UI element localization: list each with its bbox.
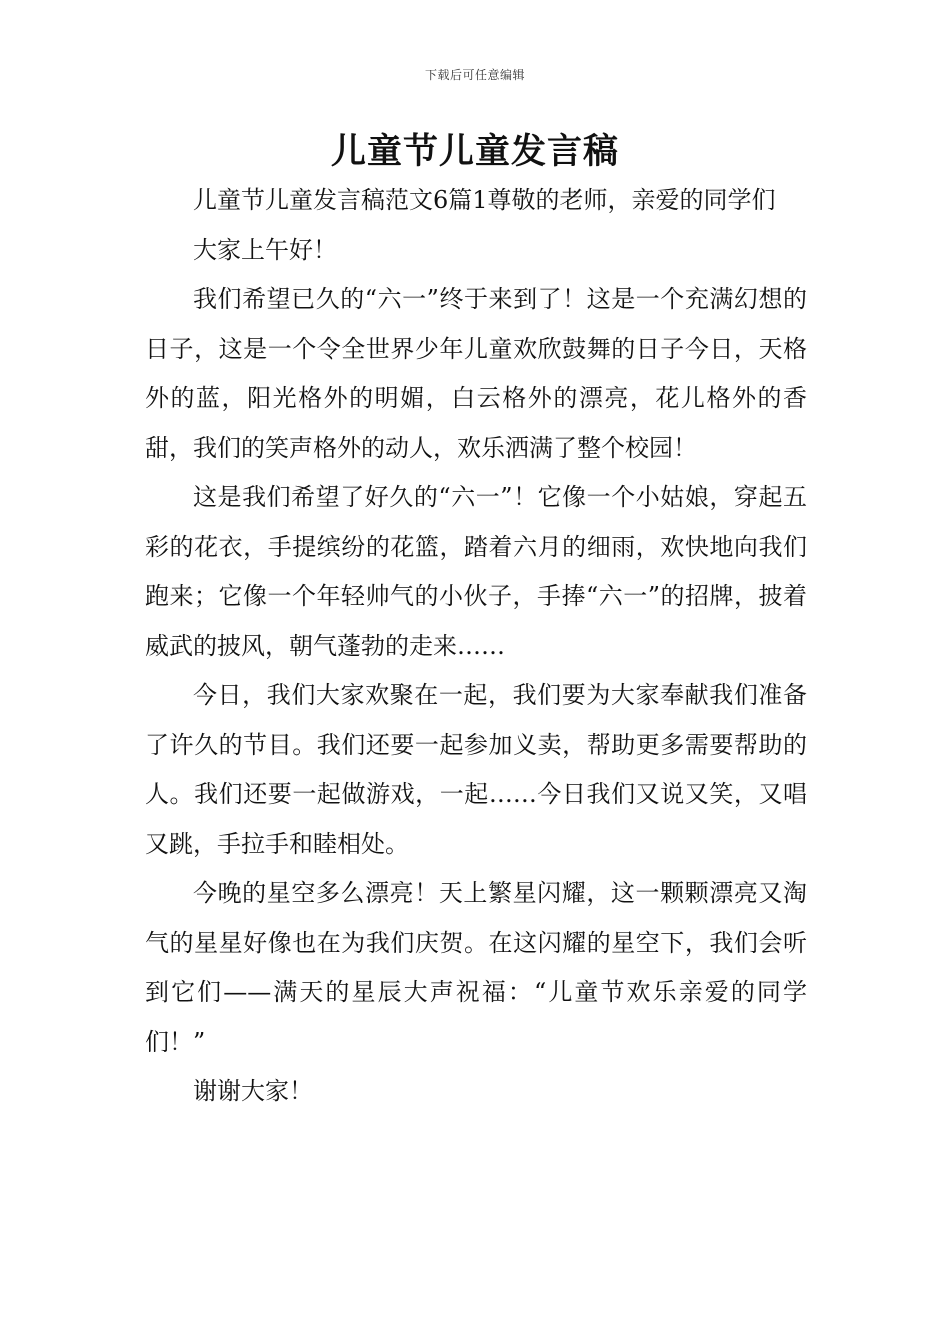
paragraph: 谢谢大家！ [193,1077,313,1105]
header-note: 下载后可任意编辑 [424,68,525,82]
paragraph: 儿童节儿童发言稿范文6篇1尊敬的老师，亲爱的同学们 [193,186,776,214]
paragraph: 今日，我们大家欢聚在一起，我们要为大家奉献我们准备了许久的节目。我们还要一起参加义卖，帮助更多需要帮助的人。我们还要一起做游戏，一起……今日我们又说又笑，又唱又跳，手拉手和睦相处。 [145,681,807,858]
paragraph: 这是我们希望了好久的“六一”！它像一个小姑娘，穿起五彩的花衣，手提缤纷的花篮，踏着六月的细雨，欢快地向我们跑来；它像一个年轻帅气的小伙子，手捧“六一”的招牌，披着威武的披风，朝气蓬勃的走来…… [145,483,807,660]
document-title: 儿童节儿童发言稿 [330,131,619,172]
paragraph: 今晚的星空多么漂亮！天上繁星闪耀，这一颗颗漂亮又淘气的星星好像也在为我们庆贺。在这闪耀的星空下，我们会听到它们——满天的星辰大声祝福：“儿童节欢乐亲爱的同学们！” [145,879,807,1056]
paragraph: 我们希望已久的“六一”终于来到了！这是一个充满幻想的日子，这是一个令全世界少年儿童欢欣鼓舞的日子今日，天格外的蓝，阳光格外的明媚，白云格外的漂亮，花儿格外的香甜，我们的笑声格外的动人，欢乐洒满了整个校园！ [145,285,807,462]
document-body [145,176,807,1117]
paragraph: 大家上午好！ [193,235,337,264]
